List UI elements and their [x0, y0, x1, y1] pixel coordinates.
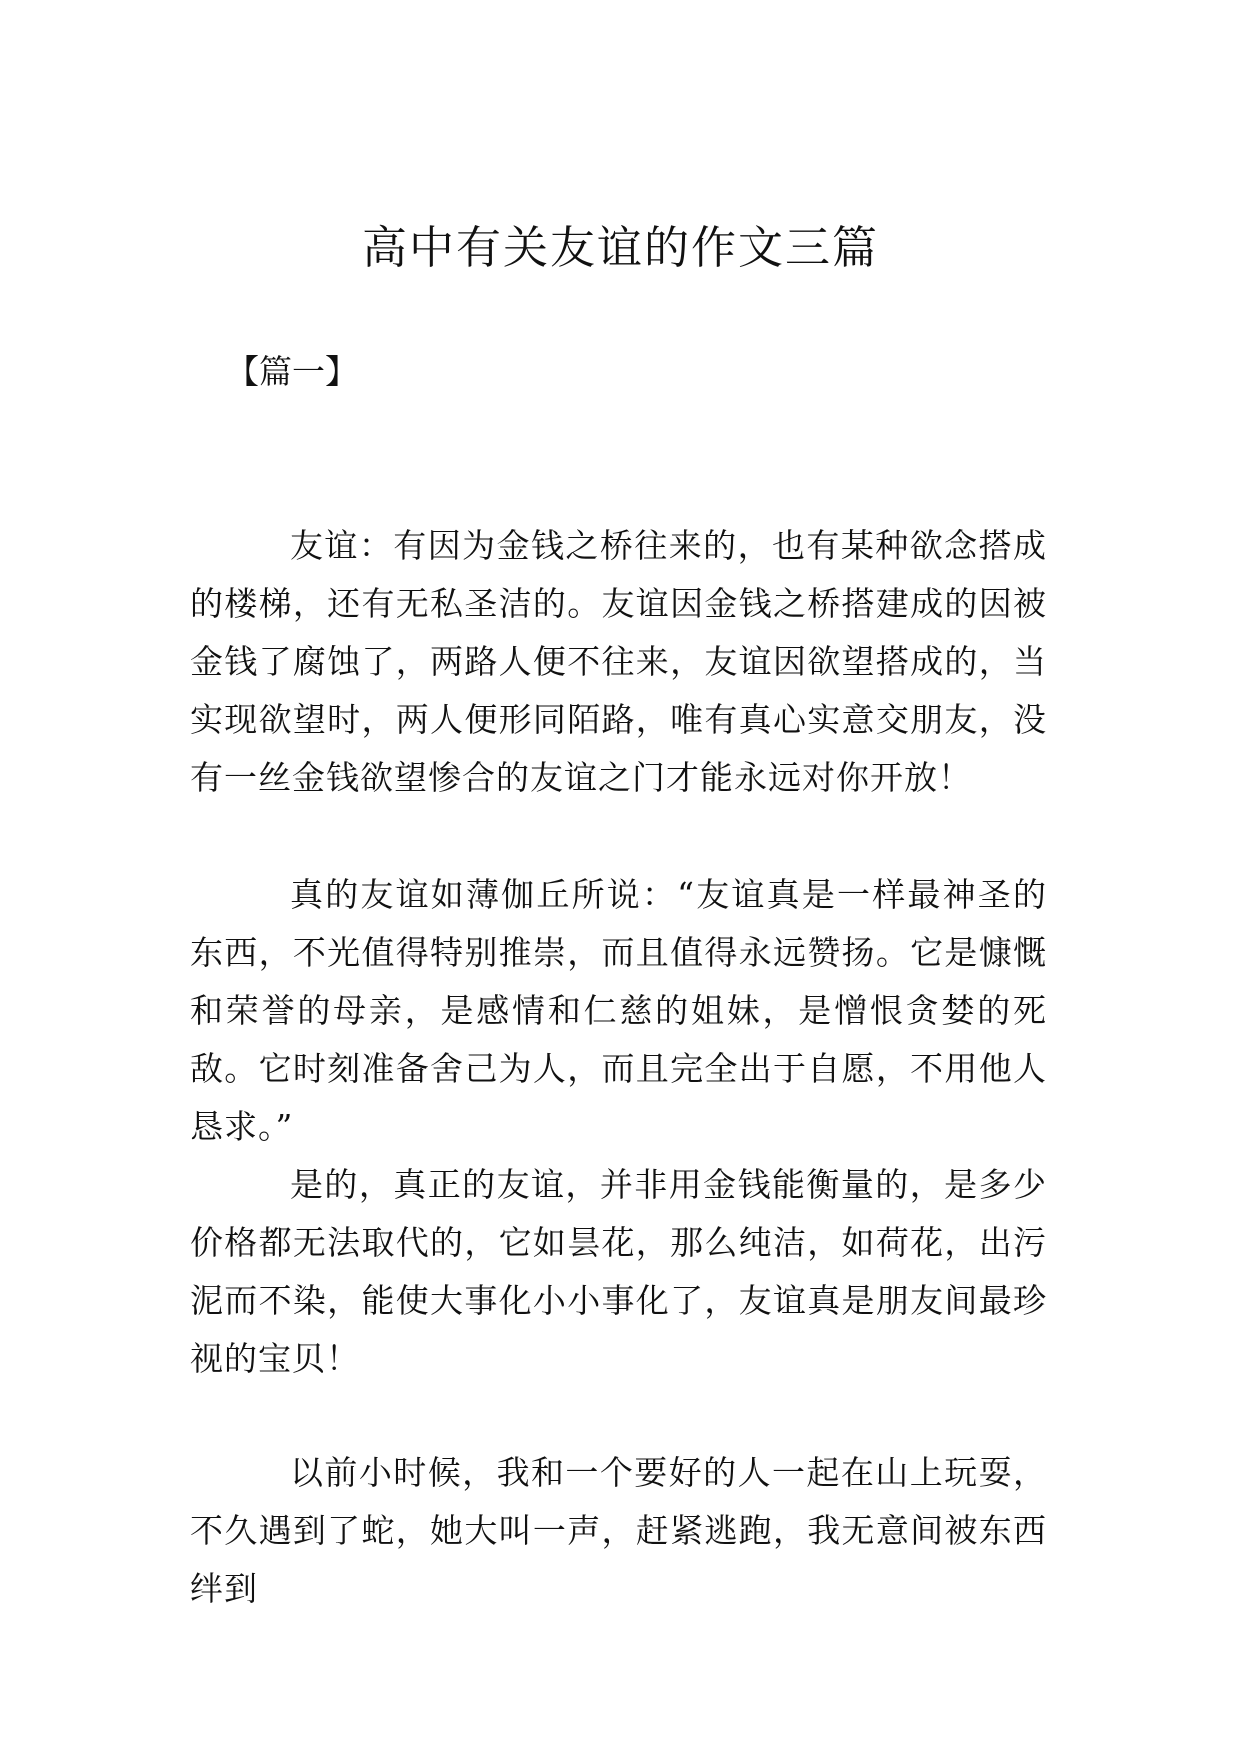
paragraph-3: 是的，真正的友谊，并非用金钱能衡量的，是多少价格都无法取代的，它如昙花，那么纯洁，如荷花，出污泥而不染，能使大事化小小事化了，友谊真是朋友间最珍视的宝贝！: [190, 1165, 1047, 1378]
section-label: 【篇一】: [226, 352, 358, 391]
paragraph-2: 真的友谊如薄伽丘所说：“友谊真是一样最神圣的东西，不光值得特别推崇，而且值得永远赞扬。它是慷慨和荣誉的母亲，是感情和仁慈的姐妹，是憎恨贪婪的死敌。它时刻准备舍己为人，而且完全出于自愿，不用他人恳求。”: [190, 875, 1047, 1146]
paragraph-1: 友谊：有因为金钱之桥往来的，也有某种欲念搭成的楼梯，还有无私圣洁的。友谊因金钱之桥搭建成的因被金钱了腐蚀了，两路人便不往来，友谊因欲望搭成的，当实现欲望时，两人便形同陌路，唯有真心实意交朋友，没有一丝金钱欲望惨合的友谊之门才能永远对你开放！: [190, 526, 1047, 797]
paragraph-4: 以前小时候，我和一个要好的人一起在山上玩耍，不久遇到了蛇，她大叫一声，赶紧逃跑，我无意间被东西绊到: [190, 1453, 1047, 1608]
document-title: 高中有关友谊的作文三篇: [361, 221, 879, 274]
